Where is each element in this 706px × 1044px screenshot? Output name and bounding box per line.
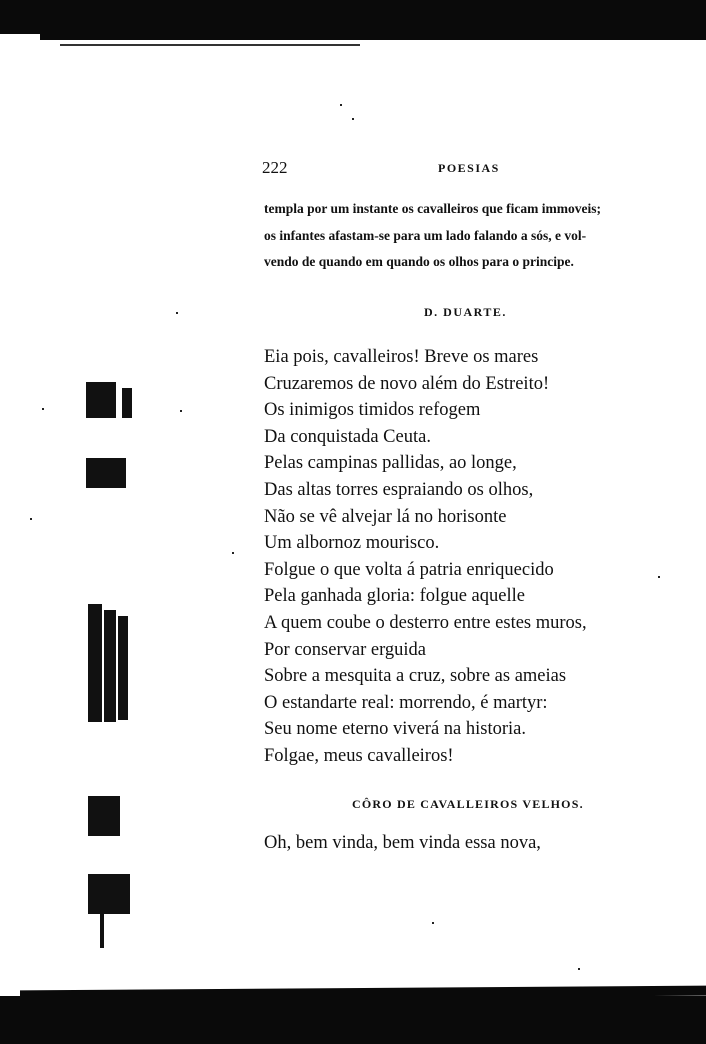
verse-block: [264, 344, 684, 770]
page-number: 222: [262, 158, 288, 177]
scan-speck: [352, 118, 354, 120]
verse-line: Um albornoz mourisco.: [264, 533, 440, 554]
scan-speck: [176, 312, 178, 314]
verse-line: Eia pois, cavalleiros! Breve os mares: [264, 347, 539, 367]
bleed-through-mark: [118, 616, 128, 720]
speaker-heading: D. DUARTE.: [424, 305, 507, 319]
verse-line: Folgue o que volta á patria enriquecido: [264, 559, 554, 580]
verse-line: Da conquistada Ceuta.: [264, 426, 431, 447]
verse-line: Folgae, meus cavalleiros!: [264, 745, 454, 766]
scan-border-top-edge: [40, 34, 706, 40]
verse-line: Oh, bem vinda, bem vinda essa nova,: [264, 833, 541, 853]
verse-line: A quem coube o desterro entre estes muros,: [264, 612, 587, 633]
bleed-through-mark: [122, 388, 132, 418]
verse-line: Seu nome eterno viverá na historia.: [264, 719, 526, 740]
bleed-through-mark: [88, 874, 130, 914]
bleed-through-mark: [104, 610, 116, 722]
verse-line: Os inimigos timidos refogem: [264, 400, 481, 421]
stage-line: templa por um instante os cavalleiros que ficam immoveis;: [264, 201, 601, 216]
scan-speck: [232, 552, 234, 554]
stage-line: os infantes afastam-se para um lado falando a sós, e vol-: [264, 227, 587, 243]
verse-line: Não se vê alvejar lá no horisonte: [264, 506, 507, 527]
speaker-heading: CÔRO DE CAVALLEIROS VELHOS.: [352, 797, 584, 811]
verse-line: O estandarte real: morrendo, é martyr:: [264, 692, 548, 713]
scan-speck: [432, 922, 434, 924]
running-title: POESIAS: [438, 161, 500, 175]
verse-line: Cruzaremos de novo além do Estreito!: [264, 373, 550, 394]
page-header: [262, 158, 682, 180]
verse-line: Das altas torres espraiando os olhos,: [264, 479, 534, 500]
chorus-block: [264, 833, 541, 854]
bleed-through-mark: [88, 796, 120, 836]
scan-speck: [578, 968, 580, 970]
verse-line: Por conservar erguida: [264, 639, 426, 660]
stage-direction: [264, 196, 676, 276]
verse-line: Pela ganhada gloria: folgue aquelle: [264, 586, 525, 607]
scan-speck: [42, 408, 44, 410]
scan-speck: [340, 104, 342, 106]
bleed-through-mark: [86, 458, 126, 488]
verse-line: Pelas campinas pallidas, ao longe,: [264, 453, 517, 474]
stage-line: vendo de quando em quando os olhos para o principe.: [264, 254, 574, 269]
bleed-through-mark: [88, 604, 102, 722]
scan-speck: [30, 518, 32, 520]
scan-border-bottom: [0, 996, 706, 1044]
bleed-through-mark: [86, 382, 116, 418]
scan-speck: [180, 410, 182, 412]
scan-border-top: [0, 0, 706, 34]
bleed-through-mark: [100, 914, 104, 948]
scan-border-top-line: [60, 44, 360, 46]
verse-line: Sobre a mesquita a cruz, sobre as ameias: [264, 666, 567, 687]
